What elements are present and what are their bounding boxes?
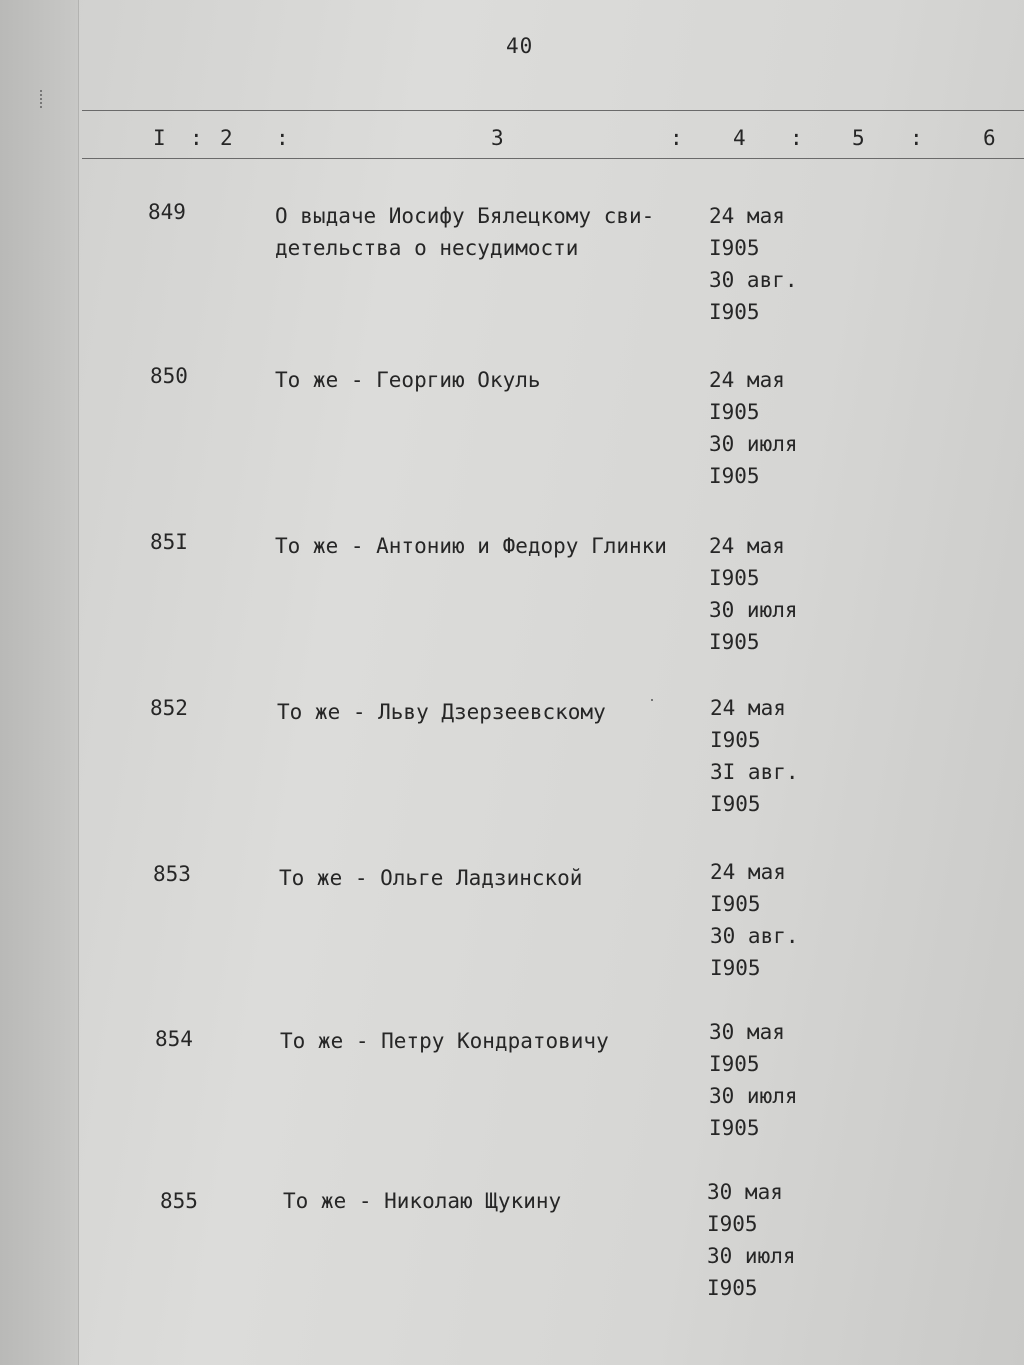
entry-dates: 24 мая I905 30 авг. I905: [709, 204, 798, 324]
entry-description: То же - Ольге Ладзинской: [279, 866, 583, 890]
entry-dates: 30 мая I905 30 июля I905: [707, 1180, 796, 1300]
column-header-1: I: [153, 126, 166, 150]
header-bottom-rule: [82, 158, 1024, 159]
entry-description: То же - Льву Дзерзеевскому: [277, 700, 606, 724]
entry-dates: 24 мая I905 3I авг. I905: [710, 696, 799, 816]
column-separator: :: [790, 126, 803, 150]
entry-description: То же - Николаю Щукину: [283, 1189, 562, 1213]
binding-edge: [0, 0, 79, 1365]
column-header-5: 5: [852, 126, 865, 150]
entry-number: 855: [160, 1189, 198, 1213]
header-top-rule: [82, 110, 1024, 111]
entry-number: 854: [155, 1027, 193, 1051]
entry-dates: 24 мая I905 30 авг. I905: [710, 860, 799, 980]
entry-dates: 30 мая I905 30 июля I905: [709, 1020, 798, 1140]
entry-number: 850: [150, 364, 188, 388]
entry-dates: 24 мая I905 30 июля I905: [709, 534, 798, 654]
entry-number: 849: [148, 200, 186, 224]
binding-mark: [40, 90, 46, 108]
entry-description: То же - Антонию и Федору Глинки: [275, 534, 667, 558]
entry-description: То же - Петру Кондратовичу: [280, 1029, 609, 1053]
entry-number: 85I: [150, 530, 188, 554]
column-separator: :: [670, 126, 683, 150]
column-separator: :: [276, 126, 289, 150]
column-header-6: 6: [983, 126, 996, 150]
page-number: 40: [506, 34, 534, 58]
column-separator: :: [190, 126, 203, 150]
column-header-3: 3: [491, 126, 504, 150]
entry-description: То же - Георгию Окуль: [275, 368, 541, 392]
ink-speck: [651, 699, 653, 701]
entry-number: 853: [153, 862, 191, 886]
entry-description: О выдаче Иосифу Бялецкому сви- детельства о несудимости: [275, 204, 655, 260]
column-header-4: 4: [733, 126, 746, 150]
entry-number: 852: [150, 696, 188, 720]
column-separator: :: [910, 126, 923, 150]
entry-dates: 24 мая I905 30 июля I905: [709, 368, 798, 488]
column-header-2: 2: [220, 126, 233, 150]
